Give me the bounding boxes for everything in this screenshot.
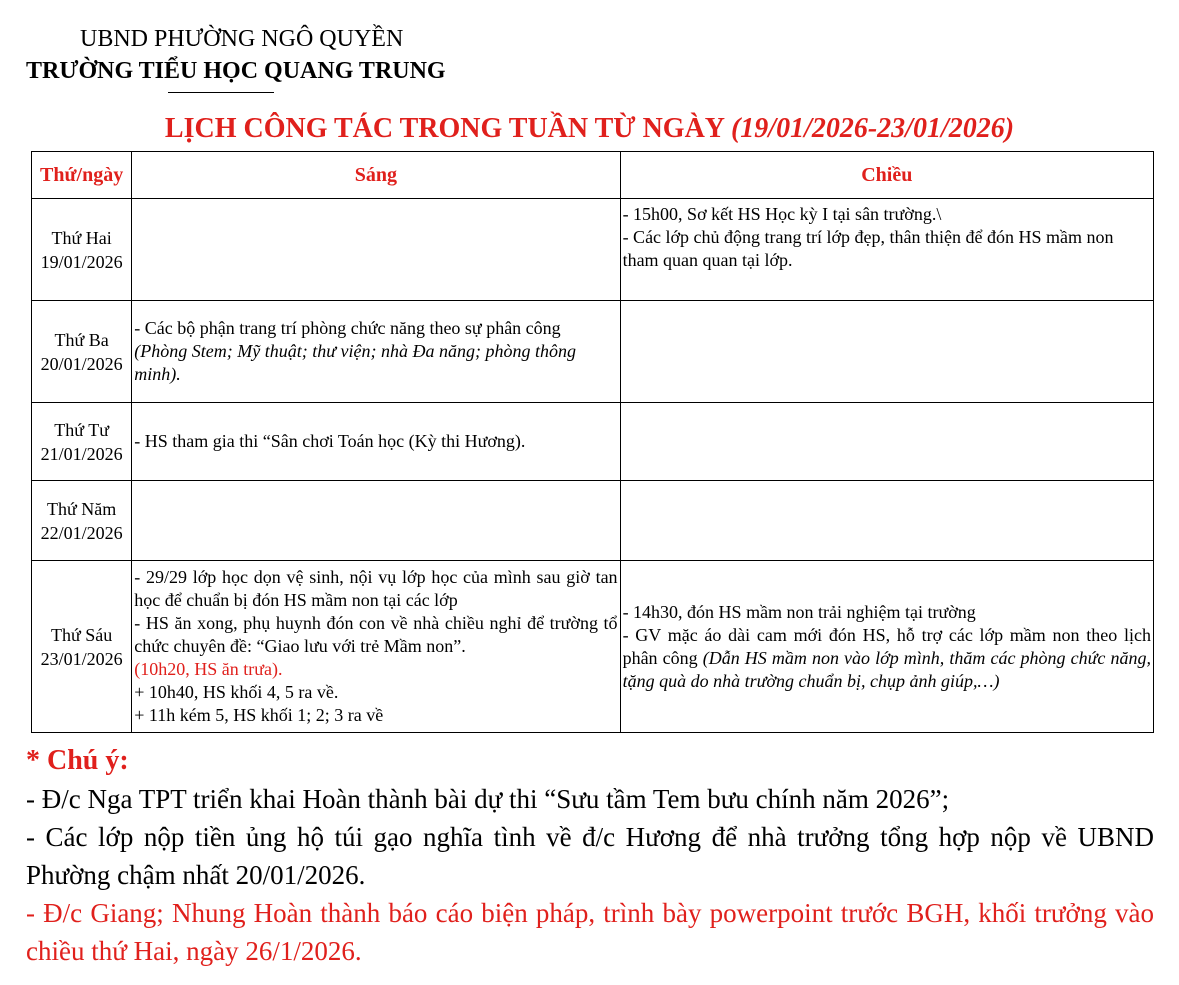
morning-item: + 10h40, HS khối 4, 5 ra về. — [134, 682, 339, 702]
day-date: 22/01/2026 — [40, 522, 123, 543]
row-tuesday — [32, 301, 1154, 403]
morning-item: - HS ăn xong, phụ huynh đón con về nhà chiều nghỉ để trường tổ chức chuyên đề: “Giao lưu với trẻ Mầm non”. — [134, 613, 618, 656]
day-cell — [32, 403, 132, 481]
header-underline — [168, 92, 274, 93]
morning-cell — [132, 301, 620, 403]
schedule-table — [31, 151, 1154, 733]
note-item: - Các lớp nộp tiền ủng hộ túi gạo nghĩa tình về đ/c Hương để nhà trưởng tổng hợp nộp về UBND Phường chậm nhất 20/01/2026. — [26, 822, 1154, 890]
afternoon-item: - 15h00, Sơ kết HS Học kỳ I tại sân trường.\ — [622, 204, 942, 224]
morning-cell — [132, 481, 620, 561]
note-item: - Đ/c Giang; Nhung Hoàn thành báo cáo biện pháp, trình bày powerpoint trước BGH, khối trưởng vào chiều thứ Hai, ngày 26/1/2026. — [26, 898, 1154, 966]
afternoon-cell — [620, 561, 1153, 733]
afternoon-cell — [620, 481, 1153, 561]
row-wednesday — [32, 403, 1154, 481]
afternoon-text: - GV mặc áo dài cam mới đón HS, hỗ trợ các lớp mầm non theo lịch phân công — [622, 624, 1151, 668]
header-afternoon: Chiều — [620, 152, 1153, 199]
day-label: Thứ Hai — [51, 227, 112, 248]
day-cell — [32, 561, 132, 733]
header-morning: Sáng — [132, 152, 620, 199]
afternoon-item: - Các lớp chủ động trang trí lớp đẹp, thân thiện để đón HS mầm non tham quan quan tại lớp. — [622, 227, 1114, 270]
day-label: Thứ Năm — [47, 498, 117, 519]
day-cell — [32, 481, 132, 561]
notes-section — [26, 742, 1154, 970]
day-label: Thứ Tư — [54, 419, 109, 440]
day-date: 23/01/2026 — [40, 648, 123, 669]
day-label: Thứ Sáu — [51, 624, 113, 645]
afternoon-cell — [620, 301, 1153, 403]
morning-item: - HS tham gia thi “Sân chơi Toán học (Kỳ thi Hương). — [134, 431, 526, 451]
day-cell — [32, 301, 132, 403]
morning-item: + 11h kém 5, HS khối 1; 2; 3 ra về — [134, 705, 384, 725]
header-row — [32, 152, 1154, 199]
row-monday — [32, 199, 1154, 301]
row-friday — [32, 561, 1154, 733]
title-prefix: LỊCH CÔNG TÁC TRONG TUẦN TỪ NGÀY — [164, 113, 724, 144]
morning-item: (10h20, HS ăn trưa). — [134, 659, 283, 679]
day-date: 19/01/2026 — [40, 251, 123, 272]
morning-cell — [132, 199, 620, 301]
org-name: UBND PHƯỜNG NGÔ QUYỀN — [80, 26, 404, 52]
notes-heading: * Chú ý: — [26, 745, 129, 776]
day-date: 21/01/2026 — [40, 443, 123, 464]
morning-item: - 29/29 lớp học dọn vệ sinh, nội vụ lớp học của mình sau giờ tan học để chuẩn bị đón HS mầm non tại các lớp — [134, 567, 618, 610]
afternoon-cell — [620, 403, 1153, 481]
morning-cell — [132, 403, 620, 481]
note-item: - Đ/c Nga TPT triển khai Hoàn thành bài dự thi “Sưu tầm Tem bưu chính năm 2026”; — [26, 784, 950, 814]
afternoon-cell — [620, 199, 1153, 301]
row-thursday — [32, 481, 1154, 561]
morning-cell — [132, 561, 620, 733]
school-name: TRƯỜNG TIỂU HỌC QUANG TRUNG — [26, 58, 446, 84]
morning-italic: (Phòng Stem; Mỹ thuật; thư viện; nhà Đa năng; phòng thông minh). — [134, 341, 577, 384]
afternoon-item: - 14h30, đón HS mầm non trải nghiệm tại trường — [622, 601, 976, 622]
day-label: Thứ Ba — [54, 329, 109, 350]
title-dates: (19/01/2026-23/01/2026) — [730, 113, 1015, 144]
afternoon-item — [623, 624, 1151, 693]
day-cell — [32, 199, 132, 301]
page-title — [0, 113, 1179, 145]
afternoon-italic: (Dẫn HS mầm non vào lớp mình, thăm các phòng chức năng, tặng quà do nhà trường chuẩn bị, chụp ảnh giúp,…) — [622, 647, 1151, 691]
morning-item — [134, 317, 617, 386]
header-day: Thứ/ngày — [32, 152, 132, 199]
morning-text: - Các bộ phận trang trí phòng chức năng theo sự phân công — [134, 318, 561, 338]
day-date: 20/01/2026 — [40, 353, 123, 374]
